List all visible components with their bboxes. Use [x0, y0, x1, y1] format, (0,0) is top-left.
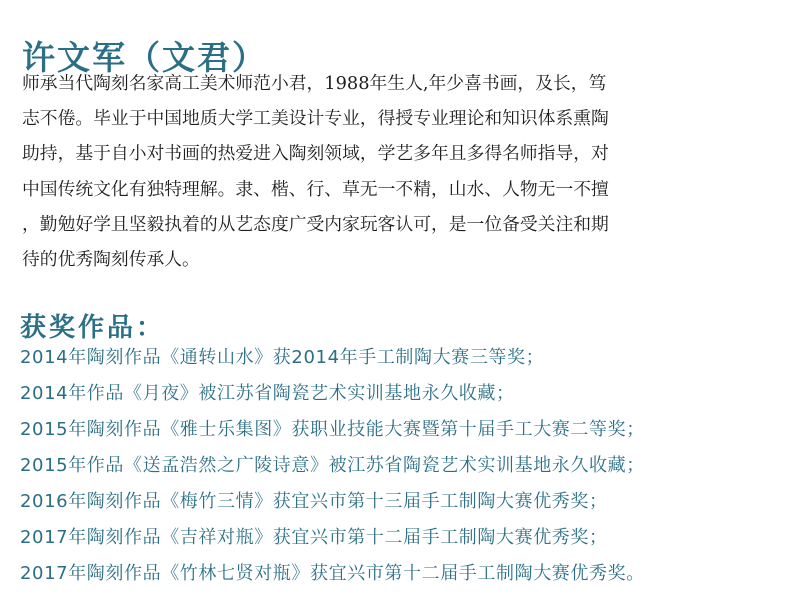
award-item: 2017年陶刻作品《竹林七贤对瓶》获宜兴市第十二届手工制陶大赛优秀奖。	[20, 563, 645, 584]
awards-heading: 获奖作品：	[20, 312, 166, 343]
award-item: 2017年陶刻作品《吉祥对瓶》获宜兴市第十二届手工制陶大赛优秀奖；	[20, 527, 608, 548]
award-item: 2015年陶刻作品《雅士乐集图》获职业技能大赛暨第十届手工大赛二等奖；	[20, 419, 645, 440]
award-item: 2016年陶刻作品《梅竹三情》获宜兴市第十三届手工制陶大赛优秀奖；	[20, 491, 608, 512]
artist-bio	[22, 66, 766, 277]
award-item: 2014年陶刻作品《通转山水》获2014年手工制陶大赛三等奖；	[20, 347, 545, 368]
bio-line: 中国传统文化有独特理解。隶、楷、行、草无一不精，山水、人物无一不擅	[22, 178, 609, 200]
award-item: 2014年作品《月夜》被江苏省陶瓷艺术实训基地永久收藏；	[20, 383, 515, 404]
bio-line: 助持，基于自小对书画的热爱进入陶刻领域，学艺多年且多得名师指导，对	[22, 143, 609, 165]
award-item: 2015年作品《送孟浩然之广陵诗意》被江苏省陶瓷艺术实训基地永久收藏；	[20, 455, 645, 476]
bio-line: 志不倦。毕业于中国地质大学工美设计专业，得授专业理论和知识体系熏陶	[22, 108, 609, 130]
bio-line: 待的优秀陶刻传承人。	[22, 248, 200, 270]
awards-list	[20, 340, 645, 592]
bio-line: 师承当代陶刻名家高工美术师范小君，1988年生人,年少喜书画，及长，笃	[22, 73, 607, 94]
artist-name-title: 许文军（文君）	[22, 38, 267, 78]
bio-line: ，勤勉好学且坚毅执着的从艺态度广受内家玩客认可，是一位备受关注和期	[22, 213, 609, 235]
